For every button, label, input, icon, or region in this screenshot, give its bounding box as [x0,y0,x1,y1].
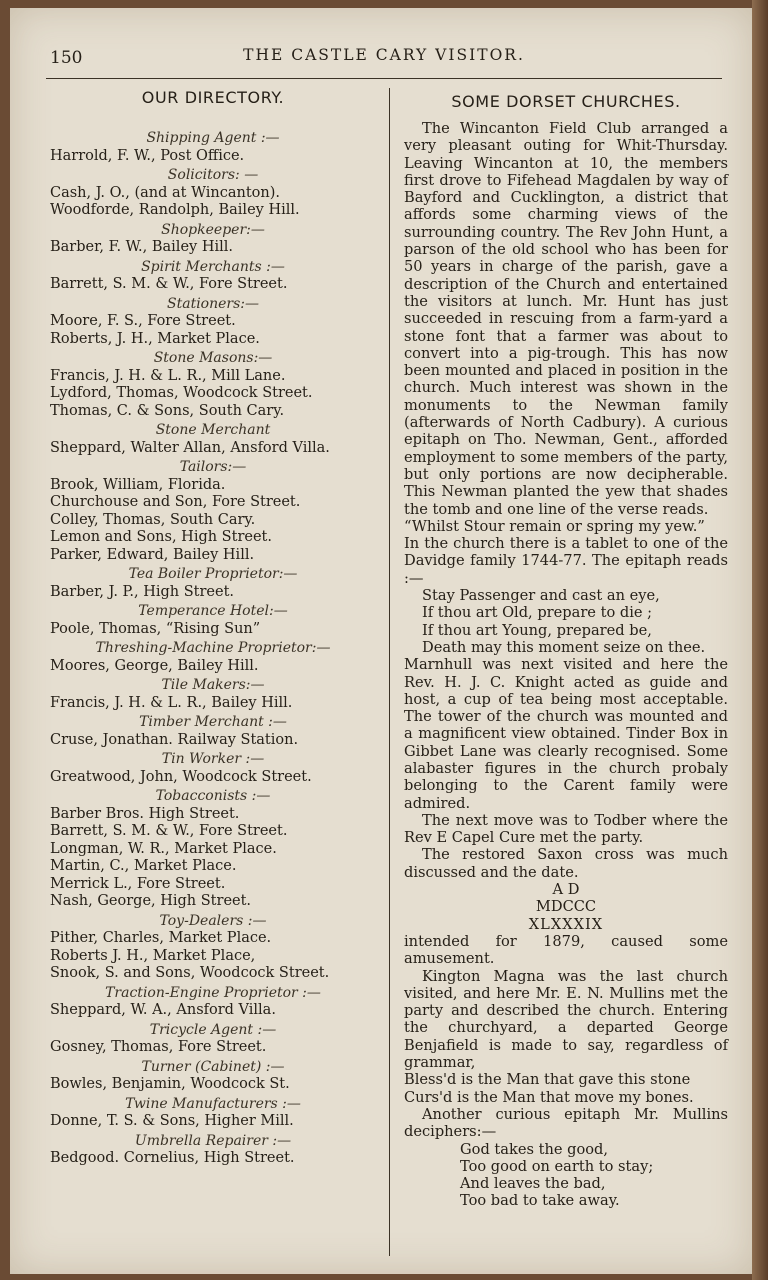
directory-section [50,714,376,749]
directory-section [50,603,376,638]
header-rule [46,78,722,79]
directory-entry: Moore, F. S., Fore Street. [50,313,236,329]
directory-entry: Thomas, C. & Sons, South Cary. [50,402,285,419]
verse-line: And leaves the bad, [460,1175,606,1193]
article-paragraph: The Wincanton Field Club arranged a very pleasant outing for Whit-Thursday. Leaving Wincanton at 10, the members first drove to Fifehead Magdalen by way of Bayford and Cucklington, a district that affords some charming views of the surrounding country. The Rev John Hunt, a parson of the old school who has been for 50 years in charge of the parish, gave a description of the Church and entertained the visitors at lunch. Mr. Hunt has just succeeded in rescuing from a farm-yard a stone font that a farmer was about to convert into a pig-trough. This has now been mounted and placed in position in the church. Much interest was shown in the monuments to the Newman family (afterwards of North Cadbury). A curious epitaph on Tho. Newman, Gent., afforded employment to some members of the party, but only portions are now decipherable. This Newman planted the yew that shades the tomb and one line of the verse reads. [404,120,728,518]
directory-entry: Longman, W. R., Market Place. [50,840,277,857]
directory-entry: Sheppard, Walter Allan, Ansford Villa. [50,439,330,456]
epitaph-verse [404,587,728,656]
directory-entry: Francis, J. H. & L. R., Mill Lane. [50,367,286,384]
directory-entry: Merrick L., Fore Street. [50,875,226,892]
directory-list [50,130,376,1168]
directory-entry: Barrett, S. M. & W., Fore Street. [50,823,288,839]
verse-line: Curs'd is the Man that move my bones. [404,1088,694,1106]
article-title: SOME DORSET CHURCHES. [451,92,681,111]
article-paragraph: In the church there is a tablet to one of the Davidge family 1744-77. The epitaph reads :— [404,535,728,587]
directory-category: Stone Masons:— [153,350,273,366]
directory-entry: Moores, George, Bailey Hill. [50,657,259,674]
directory-entry: Snook, S. and Sons, Woodcock Street. [50,965,330,981]
article-paragraph: The next move was to Todber where the Rev E Capel Cure met the party. [404,811,728,847]
directory-entry: Roberts J. H., Market Place, [50,947,256,964]
directory-entry: Parker, Edward, Bailey Hill. [50,546,255,563]
directory-entry: Sheppard, W. A., Ansford Villa. [50,1002,276,1018]
article-quote: “Whilst Stour remain or spring my yew.” [404,517,705,535]
directory-entry: Martin, C., Market Place. [50,858,237,874]
directory-category: Twine Manufacturers :— [125,1095,301,1112]
directory-section [50,459,376,564]
directory-section [50,751,376,786]
directory-entry: Barber, J. P., High Street. [50,583,235,600]
directory-category: Tin Worker :— [161,751,265,767]
directory-section [50,677,376,712]
directory-section [50,1059,376,1094]
directory-category: Tile Makers:— [161,677,265,693]
directory-entry: Bedgood. Cornelius, High Street. [50,1150,295,1166]
verse-line: Too good on earth to stay; [460,1157,654,1175]
article-paragraph: Kington Magna was the last church visited, and here Mr. E. N. Mullins met the party and described the church. Entering the churchyard, a departed George Benjafield is made to say, regardless of grammar, [404,967,728,1072]
directory-category: Timber Merchant :— [139,714,287,730]
article-paragraph: Another curious epitaph Mr. Mullins deciphers:— [404,1105,728,1141]
directory-entry: Harrold, F. W., Post Office. [50,147,245,164]
directory-category: Tailors:— [179,459,247,475]
page-number: 150 [50,48,83,68]
directory-section [50,566,376,601]
directory-category: Tricycle Agent :— [149,1021,277,1038]
directory-section [50,985,376,1020]
directory-category: Shipping Agent :— [146,130,280,146]
directory-entry: Greatwood, John, Woodcock Street. [50,768,312,785]
directory-section [50,1133,376,1168]
directory-section [50,167,376,220]
directory-category: Stationers:— [167,295,259,312]
directory-category: Traction-Engine Proprietor :— [105,984,321,1001]
epitaph-verse [404,1141,728,1210]
directory-category: Threshing-Machine Proprietor:— [95,640,331,656]
directory-category: Tea Boiler Proprietor:— [128,566,298,582]
directory-entry: Pither, Charles, Market Place. [50,930,272,946]
article-paragraph: The restored Saxon cross was much discussed and the date. [404,846,728,881]
directory-entry: Brook, William, Florida. [50,476,226,493]
directory-section [50,130,376,165]
verse-line: Too bad to take away. [460,1192,620,1210]
date-line: A D [552,881,580,899]
verse-line: Bless'd is the Man that gave this stone [404,1071,691,1089]
directory-entry: Lydford, Thomas, Woodcock Street. [50,385,313,401]
directory-section [50,1096,376,1131]
verse-line: If thou art Young, prepared be, [422,621,652,639]
directory-category: Tobacconists :— [155,788,271,804]
directory-section [50,350,376,420]
verse-line: If thou art Old, prepare to die ; [422,604,653,622]
directory-entry: Roberts, J. H., Market Place. [50,330,260,347]
verse-line: God takes the good, [460,1140,609,1158]
directory-section [50,259,376,294]
running-head: THE CASTLE CARY VISITOR. [243,46,525,64]
article-column [404,88,728,1210]
directory-entry: Nash, George, High Street. [50,893,252,909]
directory-section [50,788,376,911]
directory-entry: Gosney, Thomas, Fore Street. [50,1039,267,1055]
directory-entry: Cash, J. O., (and at Wincanton). [50,184,281,201]
directory-entry: Barber, F. W., Bailey Hill. [50,239,233,255]
directory-entry: Francis, J. H. & L. R., Bailey Hill. [50,694,293,711]
directory-entry: Woodforde, Randolph, Bailey Hill. [50,202,300,218]
directory-entry: Lemon and Sons, High Street. [50,529,272,545]
directory-category: Shopkeeper:— [161,221,265,238]
directory-entry: Barrett, S. M. & W., Fore Street. [50,276,288,292]
verse-line: Death may this moment seize on thee. [422,638,706,656]
directory-entry: Bowles, Benjamin, Woodcock St. [50,1076,290,1092]
directory-category: Temperance Hotel:— [138,603,288,619]
date-line: MDCCC [535,898,597,916]
directory-entry: Poole, Thomas, “Rising Sun” [50,620,261,637]
directory-category: Spirit Merchants :— [141,258,285,275]
article-paragraph: intended for 1879, caused some amusement. [404,932,728,968]
column-rule [389,88,390,1256]
page-edge [752,0,768,1280]
date-line: XLXXXIX [528,915,604,933]
directory-column [50,84,376,1168]
directory-category: Umbrella Repairer :— [134,1132,292,1149]
directory-section [50,640,376,675]
directory-section [50,422,376,457]
article-paragraph: Marnhull was next visited and here the Rev. H. J. C. Knight acted as guide and host, a cup of tea being most acceptable. The tower of the church was mounted and a magnificent view obtained. Tinder Box in Gibbet Lane was clearly recognised. Some alabaster figures in the church probaly belonging to the Carent family were admired. [404,656,728,812]
directory-section [50,1022,376,1057]
directory-category: Stone Merchant [155,422,271,438]
verse-line: Stay Passenger and cast an eye, [422,587,660,605]
directory-entry: Colley, Thomas, South Cary. [50,511,256,528]
directory-entry: Donne, T. S. & Sons, Higher Mill. [50,1113,294,1129]
directory-section [50,222,376,257]
directory-category: Solicitors: — [167,167,259,183]
directory-title: OUR DIRECTORY. [141,88,285,107]
directory-entry: Churchouse and Son, Fore Street. [50,494,301,510]
directory-category: Toy-Dealers :— [159,912,267,929]
directory-section [50,913,376,983]
directory-section [50,296,376,349]
directory-entry: Barber Bros. High Street. [50,805,240,822]
directory-entry: Cruse, Jonathan. Railway Station. [50,731,299,748]
directory-category: Turner (Cabinet) :— [141,1058,285,1075]
